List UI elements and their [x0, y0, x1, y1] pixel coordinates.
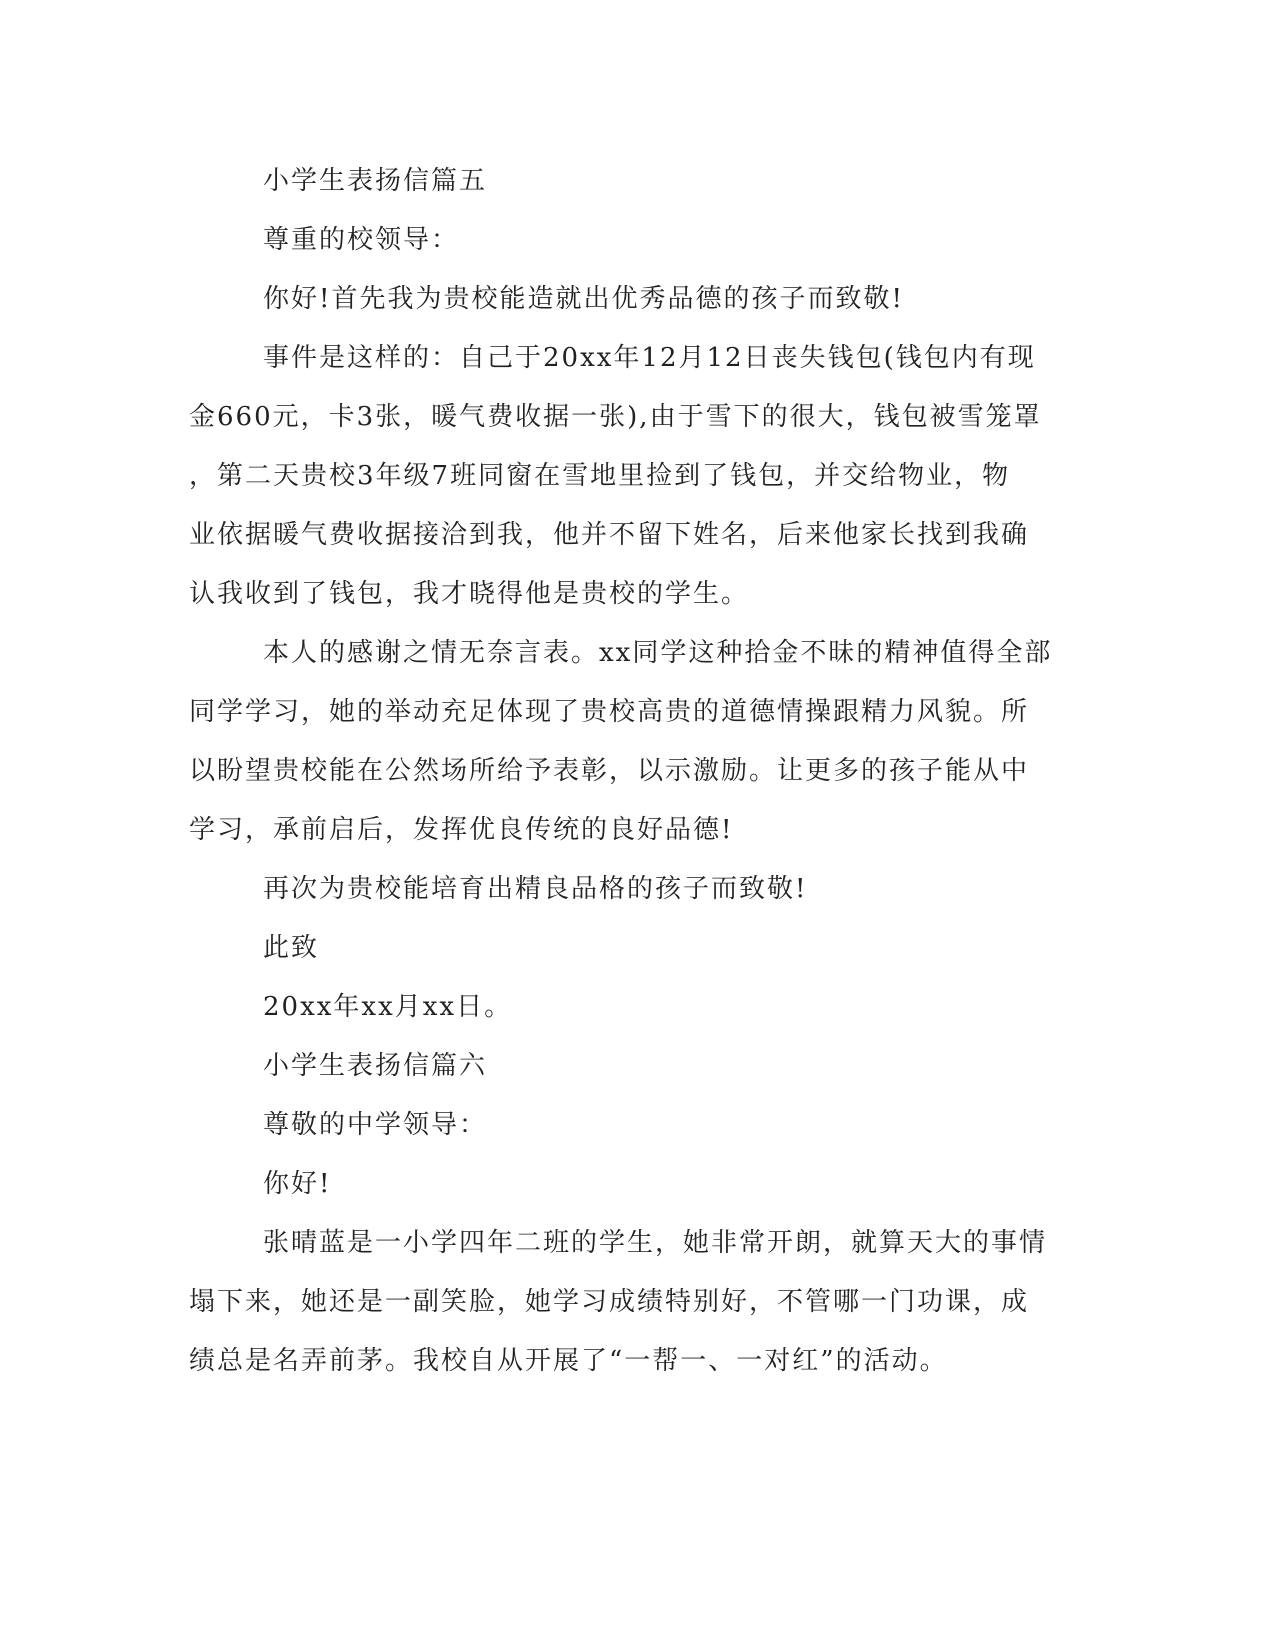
section-five-closing: 再次为贵校能培育出精良品格的孩子而致敬!: [263, 874, 808, 904]
section-five-date: 20xx年xx月xx日。: [263, 992, 513, 1022]
section-six-paragraph1-line: 张晴蓝是一小学四年二班的学生，她非常开朗，就算天大的事情: [263, 1228, 1048, 1258]
section-five-paragraph1-line: ，第二天贵校3年级7班同窗在雪地里捡到了钱包，并交给物业，物: [189, 461, 1011, 491]
section-five-paragraph2-line: 学习，承前启后，发挥优良传统的良好品德!: [189, 815, 734, 845]
section-five-title: 小学生表扬信篇五: [263, 166, 488, 196]
section-five-salutation: 尊重的校领导：: [263, 225, 460, 255]
section-five-paragraph2-line: 以盼望贵校能在公然场所给予表彰，以示激励。让更多的孩子能从中: [189, 756, 1030, 786]
section-six-paragraph1-line: 塌下来，她还是一副笑脸，她学习成绩特别好，不管哪一门功课，成: [189, 1287, 1030, 1317]
section-five-paragraph1-line: 认我收到了钱包，我才晓得他是贵校的学生。: [189, 579, 750, 609]
section-five-regards: 此致: [263, 933, 320, 963]
section-five-paragraph2-line: 同学学习，她的举动充足体现了贵校高贵的道德情操跟精力风貌。所: [189, 697, 1030, 727]
section-six-greeting: 你好!: [263, 1169, 332, 1199]
section-five-paragraph1-line: 业依据暖气费收据接洽到我，他并不留下姓名，后来他家长找到我确: [189, 520, 1030, 550]
section-five-greeting: 你好!首先我为贵校能造就出优秀品德的孩子而致敬!: [263, 284, 904, 314]
section-five-paragraph1-line: 事件是这样的：自己于20xx年12月12日丧失钱包(钱包内有现: [263, 343, 1036, 373]
section-six-salutation: 尊敬的中学领导：: [263, 1110, 488, 1140]
section-six-title: 小学生表扬信篇六: [263, 1051, 488, 1081]
section-six-paragraph1-line: 绩总是名弄前茅。我校自从开展了“一帮一、一对红”的活动。: [189, 1346, 948, 1376]
section-five-paragraph1-line: 金660元，卡3张，暖气费收据一张),由于雪下的很大，钱包被雪笼罩: [189, 402, 1042, 432]
section-five-paragraph2-line: 本人的感谢之情无奈言表。xx同学这种拾金不昧的精神值得全部: [263, 638, 1053, 668]
